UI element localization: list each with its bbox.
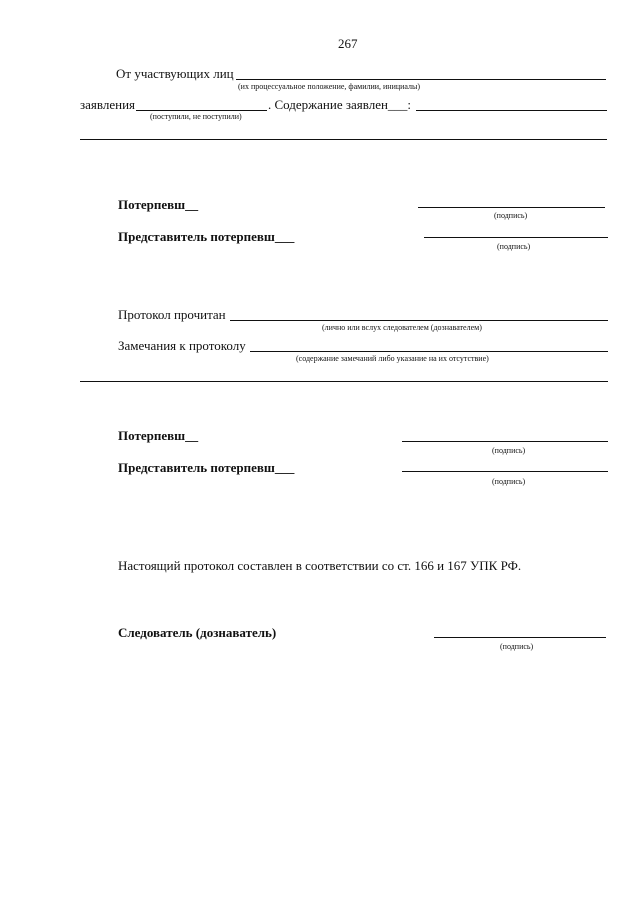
remarks-line-2 [80,381,608,382]
victim-label: Потерпевш__ [118,197,199,212]
protocol-read-caption: (лично или вслух следователем (дознавателем) [322,323,482,332]
investigator-label: Следователь (дознаватель) [118,625,277,640]
investigator-signature-caption: (подпись) [500,642,534,651]
representative-signature-line-2 [402,471,608,472]
victim-label-2: Потерпевш__ [118,428,199,443]
representative-label: Представитель потерпевш___ [118,229,295,244]
statements-label: заявления [80,97,136,112]
participants-line [236,79,606,80]
victim-signature-caption-2: (подпись) [492,446,526,455]
from-participants-label: От участвующих лиц [116,66,234,81]
victim-signature-caption: (подпись) [494,211,528,220]
representative-signature-caption: (подпись) [497,242,531,251]
statement-content-line-2 [80,139,607,140]
investigator-signature-line [434,637,606,638]
statement-content-label: . Содержание заявлен___: [268,97,412,112]
remarks-caption: (содержание замечаний либо указание на их отсутствие) [296,354,489,363]
representative-signature-line [424,237,608,238]
representative-signature-caption-2: (подпись) [492,477,526,486]
victim-signature-line [418,207,605,208]
protocol-read-line [230,320,608,321]
statement-content-line [416,110,607,111]
statements-caption: (поступили, не поступили) [150,112,242,121]
page-number: 267 [338,36,358,51]
compliance-statement: Настоящий протокол составлен в соответствии со ст. 166 и 167 УПК РФ. [118,558,522,573]
protocol-read-label: Протокол прочитан [118,307,226,322]
remarks-line [250,351,608,352]
remarks-label: Замечания к протоколу [118,338,246,353]
participants-caption: (их процессуальное положение, фамилии, инициалы) [238,82,421,91]
representative-label-2: Представитель потерпевш___ [118,460,295,475]
victim-signature-line-2 [402,441,608,442]
statements-line [136,110,267,111]
